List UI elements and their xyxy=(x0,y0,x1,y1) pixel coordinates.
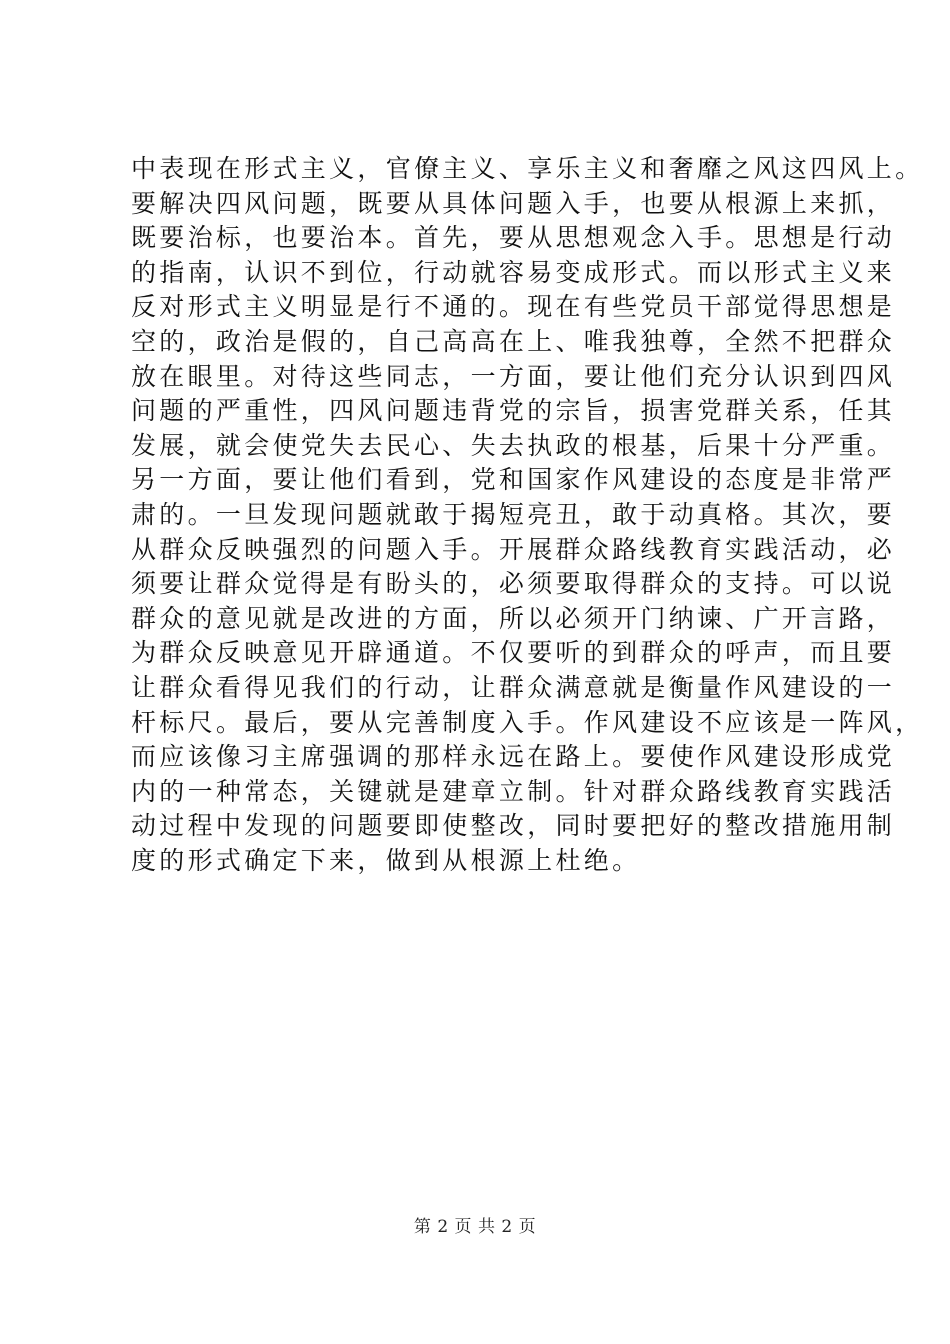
text-line: 须要让群众觉得是有盼头的，必须要取得群众的支持。可以说 xyxy=(131,569,896,599)
text-line: 反对形式主义明显是行不通的。现在有些党员干部觉得思想是 xyxy=(131,292,896,322)
text-line: 既要治标，也要治本。首先，要从思想观念入手。思想是行动 xyxy=(131,223,896,253)
text-line: 要解决四风问题，既要从具体问题入手，也要从根源上来抓， xyxy=(131,188,896,218)
text-line: 问题的严重性，四风问题违背党的宗旨，损害党群关系，任其 xyxy=(131,396,896,426)
text-line: 的指南，认识不到位，行动就容易变成形式。而以形式主义来 xyxy=(131,257,896,287)
text-line: 而应该像习主席强调的那样永远在路上。要使作风建设形成党 xyxy=(131,742,896,772)
text-line: 为群众反映意见开辟通道。不仅要听的到群众的呼声，而且要 xyxy=(131,638,896,668)
text-line: 让群众看得见我们的行动，让群众满意就是衡量作风建设的一 xyxy=(131,672,896,702)
text-line: 动过程中发现的问题要即使整改，同时要把好的整改措施用制 xyxy=(131,811,896,841)
text-line: 发展，就会使党失去民心、失去执政的根基，后果十分严重。 xyxy=(131,430,896,460)
body-paragraph xyxy=(131,152,924,878)
page-number-footer: 第 2 页 共 2 页 xyxy=(413,1217,537,1237)
text-line: 中表现在形式主义，官僚主义、享乐主义和奢靡之风这四风上。 xyxy=(131,154,924,183)
text-line: 空的，政治是假的，自己高高在上、唯我独尊，全然不把群众 xyxy=(131,326,896,356)
text-line: 从群众反映强烈的问题入手。开展群众路线教育实践活动，必 xyxy=(131,534,896,564)
text-line: 群众的意见就是改进的方面，所以必须开门纳谏、广开言路， xyxy=(131,603,896,633)
text-line: 度的形式确定下来，做到从根源上杜绝。 xyxy=(131,845,641,875)
text-line: 杆标尺。最后，要从完善制度入手。作风建设不应该是一阵风， xyxy=(131,707,924,737)
text-line: 另一方面，要让他们看到，党和国家作风建设的态度是非常严 xyxy=(131,465,896,495)
text-line: 放在眼里。对待这些同志，一方面，要让他们充分认识到四风 xyxy=(131,361,896,391)
text-line: 肃的。一旦发现问题就敢于揭短亮丑，敢于动真格。其次，要 xyxy=(131,499,896,529)
text-line: 内的一种常态，关键就是建章立制。针对群众路线教育实践活 xyxy=(131,776,896,806)
